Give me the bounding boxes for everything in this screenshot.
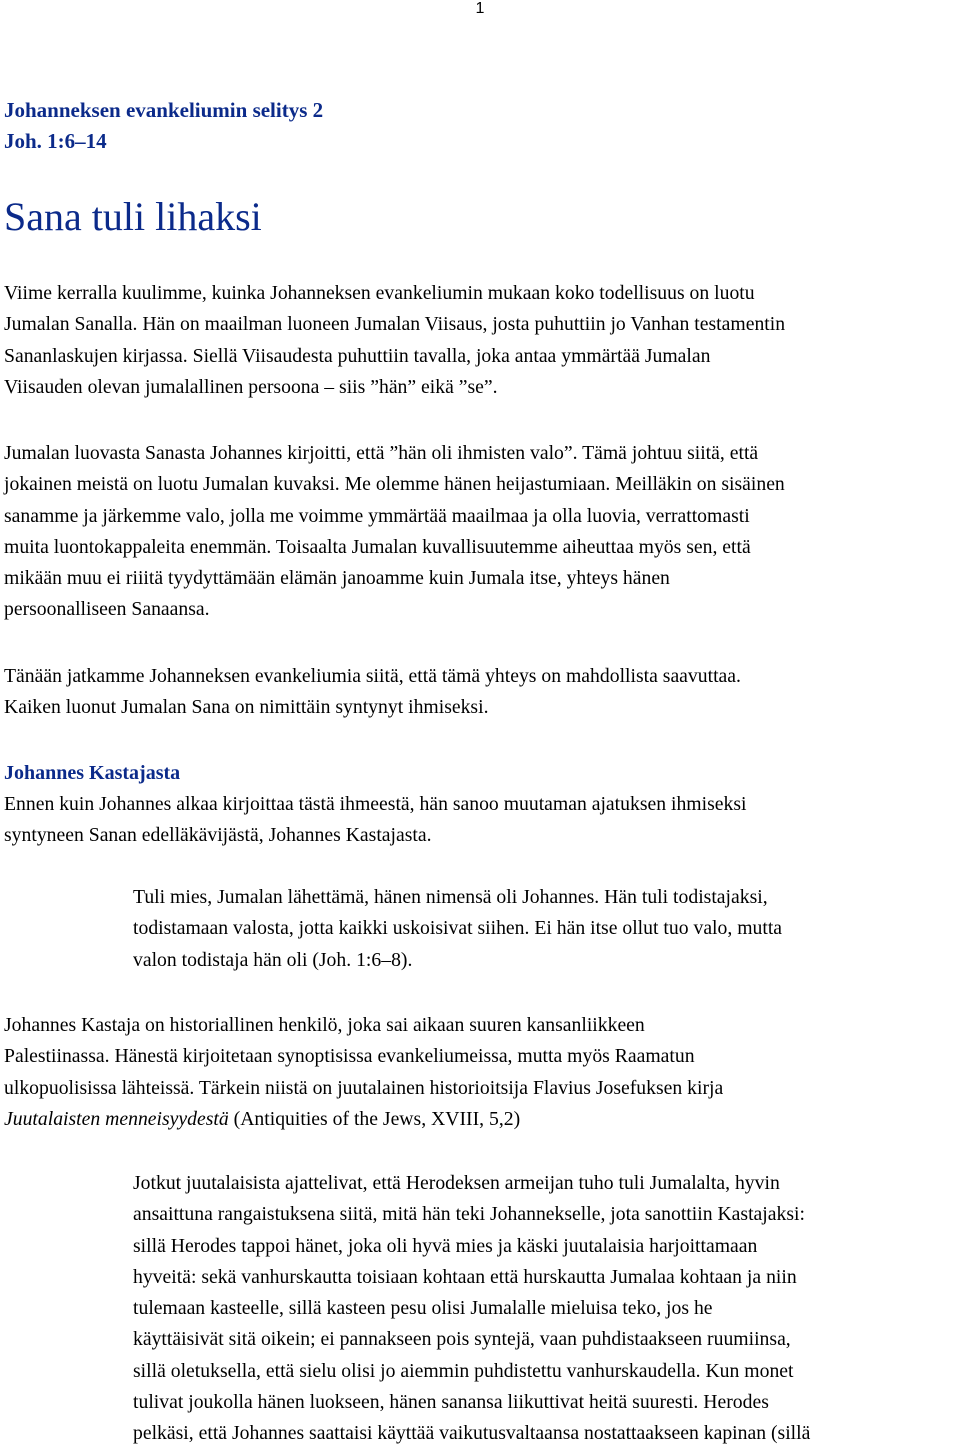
text-line: Johannes Kastaja on historiallinen henkilö, joka sai aikaan suuren kansanliikkeen bbox=[4, 1014, 645, 1036]
text-line: tulemaan kasteelle, sillä kasteen pesu olisi Jumalalle mieluisa teko, jos he bbox=[133, 1297, 713, 1320]
text-line: Jumalan Sanalla. Hän on maailman luoneen Jumalan Viisaus, josta puhuttiin jo Vanhan testamentin bbox=[4, 313, 786, 336]
text-line: persoonalliseen Sanaansa. bbox=[4, 598, 210, 621]
text-line: syntyneen Sanan edelläkävijästä, Johannes Kastajasta. bbox=[4, 824, 432, 847]
section-heading: Johannes Kastajasta bbox=[4, 762, 181, 784]
book-citation: (Antiquities of the Jews, XVIII, 5,2) bbox=[228, 1107, 521, 1130]
text-line: Palestiinassa. Hänestä kirjoitetaan synoptisissa evankeliumeissa, mutta myös Raamatun bbox=[4, 1045, 695, 1068]
image-of-god-paragraph bbox=[4, 438, 956, 626]
text-line: tulivat joukolla hänen luokseen, hänen sanansa liikuttivat heitä suuresti. Herodes bbox=[133, 1391, 769, 1414]
text-line: ulkopuolisissa lähteissä. Tärkein niistä on juutalainen historioitsija Flavius Josefuksen kirja bbox=[4, 1076, 724, 1099]
section-intro-paragraph bbox=[4, 789, 956, 852]
text-line: Tänään jatkamme Johanneksen evankeliumia siitä, että tämä yhteys on mahdollista saavuttaa. bbox=[4, 665, 741, 687]
text-line: sillä Herodes tappoi hänet, joka oli hyvä mies ja käski juutalaisia harjoittamaan bbox=[133, 1234, 758, 1257]
scripture-reference: Joh. 1:6–14 bbox=[4, 129, 107, 153]
today-paragraph bbox=[4, 661, 956, 724]
series-title: Johanneksen evankeliumin selitys 2 bbox=[4, 98, 324, 122]
page-number: 1 bbox=[475, 0, 485, 17]
text-line: ansaittuna rangaistuksena siitä, mitä hän teki Johannekselle, jota sanottiin Kastajaksi: bbox=[133, 1203, 805, 1226]
text-line bbox=[4, 1104, 956, 1135]
history-paragraph bbox=[4, 1010, 956, 1135]
text-line: sanamme ja järkemme valo, jolla me voimme ymmärtää maailmaa ja olla luovia, verrattomasti bbox=[4, 504, 750, 527]
text-line: käyttäisivät sitä oikein; ei pannakseen pois syntejä, vaan puhdistaakseen ruumiinsa, bbox=[133, 1328, 791, 1351]
scripture-quote bbox=[133, 882, 955, 976]
text-line: Viime kerralla kuulimme, kuinka Johanneksen evankeliumin mukaan koko todellisuus on luotu bbox=[4, 282, 755, 304]
josephus-quote bbox=[133, 1168, 955, 1450]
text-line: hyveitä: sekä vanhurskautta toisiaan kohtaan että hurskautta Jumalaa kohtaan ja niin bbox=[133, 1265, 797, 1288]
text-line: valon todistaja hän oli (Joh. 1:6–8). bbox=[133, 948, 413, 971]
book-title: Juutalaisten menneisyydestä bbox=[4, 1107, 229, 1130]
text-line: Sananlaskujen kirjassa. Siellä Viisaudesta puhuttiin tavalla, joka antaa ymmärtää Jumalan bbox=[4, 344, 711, 367]
text-line: mikään muu ei riiitä tyydyttämään elämän janoamme kuin Jumala itse, yhteys hänen bbox=[4, 567, 670, 590]
text-line: muita luontokappaleita enemmän. Toisaalta Jumalan kuvallisuutemme aiheuttaa myös sen, että bbox=[4, 535, 751, 558]
text-line: pelkäsi, että Johannes saattaisi käyttää vaikutusvaltaansa nostattaakseen kapinan (sillä bbox=[133, 1422, 811, 1445]
text-line: sillä oletuksella, että sielu olisi jo aiemmin puhdistettu vanhurskaudella. Kun monet bbox=[133, 1359, 794, 1382]
text-line: Jotkut juutalaisista ajattelivat, että Herodeksen armeijan tuho tuli Jumalalta, hyvin bbox=[133, 1172, 780, 1194]
text-line: Tuli mies, Jumalan lähettämä, hänen nimensä oli Johannes. Hän tuli todistajaksi, bbox=[133, 886, 768, 908]
intro-paragraph bbox=[4, 278, 956, 403]
text-line: Viisauden olevan jumalallinen persoona – siis ”hän” eikä ”se”. bbox=[4, 375, 498, 398]
text-line: Kaiken luonut Jumalan Sana on nimittäin syntynyt ihmiseksi. bbox=[4, 696, 489, 719]
page-title: Sana tuli lihaksi bbox=[4, 194, 262, 239]
text-line: jokainen meistä on luotu Jumalan kuvaksi. Me olemme hänen heijastumiaan. Meilläkin on sisäinen bbox=[4, 473, 785, 496]
text-line: Jumalan luovasta Sanasta Johannes kirjoitti, että ”hän oli ihmisten valo”. Tämä johtuu siitä, että bbox=[4, 442, 759, 464]
text-line: todistamaan valosta, jotta kaikki uskoisivat siihen. Ei hän itse ollut tuo valo, mutta bbox=[133, 917, 783, 940]
text-line: Ennen kuin Johannes alkaa kirjoittaa tästä ihmeestä, hän sanoo muutaman ajatuksen ihmiseksi bbox=[4, 793, 747, 815]
